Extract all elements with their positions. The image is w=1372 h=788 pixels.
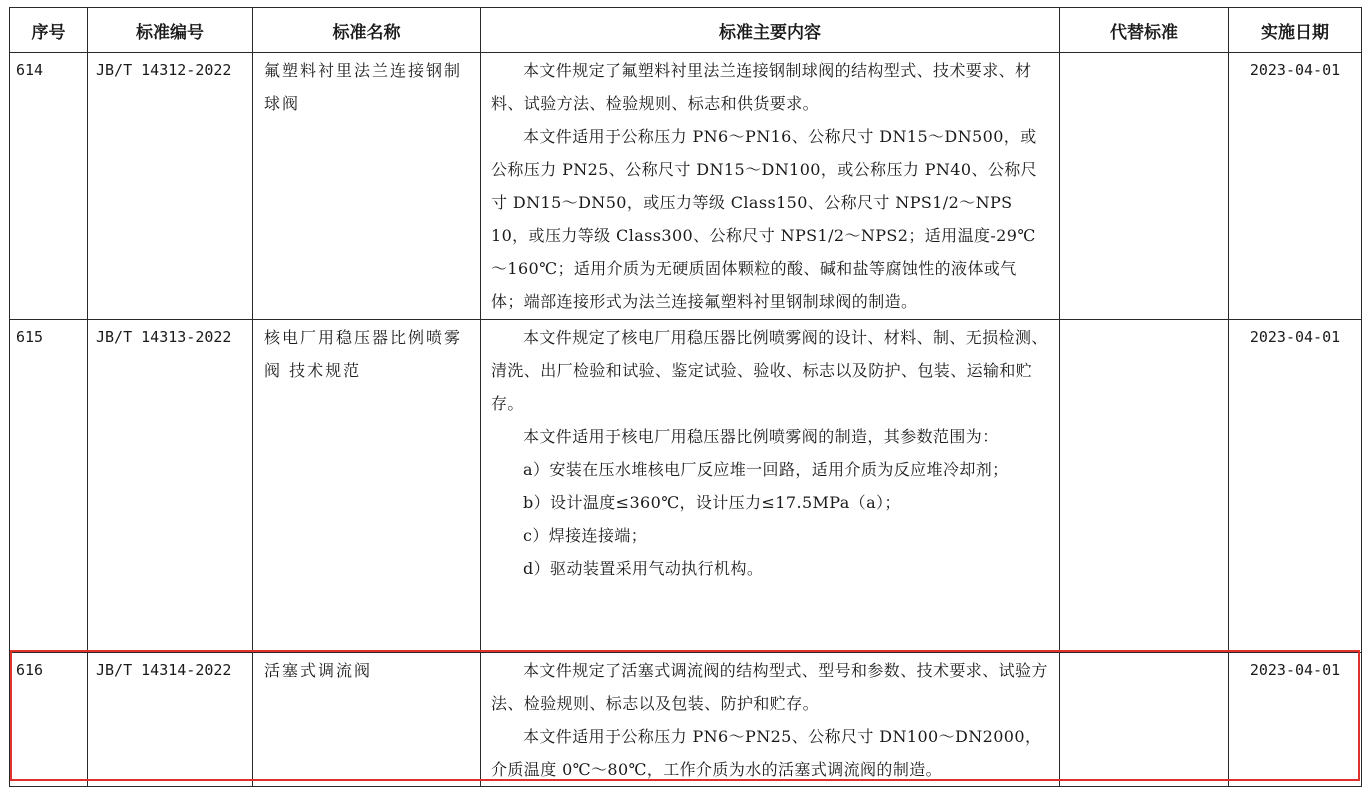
row-date: 2023-04-01 — [1229, 320, 1362, 653]
row-content — [481, 653, 1060, 787]
row-code: JB/T 14312-2022 — [88, 53, 253, 320]
content-paragraph: 本文件适用于核电厂用稳压器比例喷雾阀的制造，其参数范围为： — [523, 427, 999, 446]
row-name: 核电厂用稳压器比例喷雾阀 技术规范 — [253, 320, 481, 653]
row-replaces — [1060, 653, 1229, 787]
row-replaces — [1060, 53, 1229, 320]
content-list-item: d）驱动装置采用气动执行机构。 — [523, 559, 764, 578]
header-date: 实施日期 — [1229, 8, 1362, 53]
row-seq: 614 — [10, 53, 88, 320]
content-list-item: a）安装在压水堆核电厂反应堆一回路，适用介质为反应堆冷却剂； — [523, 460, 1009, 479]
table-row — [10, 53, 1362, 320]
content-list-item: b）设计温度≤360℃，设计压力≤17.5MPa（a）； — [523, 493, 901, 512]
row-content — [481, 320, 1060, 653]
standards-table — [9, 7, 1362, 787]
table-header-row — [10, 8, 1362, 53]
row-date: 2023-04-01 — [1229, 53, 1362, 320]
row-seq: 616 — [10, 653, 88, 787]
row-replaces — [1060, 320, 1229, 653]
row-content — [481, 53, 1060, 320]
content-paragraph: 本文件适用于公称压力 PN6～PN25、公称尺寸 DN100～DN2000，介质温度 0℃～80℃，工作介质为水的活塞式调流阀的制造。 — [491, 727, 1042, 779]
header-seq: 序号 — [10, 8, 88, 53]
header-name: 标准名称 — [253, 8, 481, 53]
content-paragraph: 本文件规定了氟塑料衬里法兰连接钢制球阀的结构型式、技术要求、材料、试验方法、检验规则、标志和供货要求。 — [491, 61, 1032, 113]
header-content: 标准主要内容 — [481, 8, 1060, 53]
content-paragraph: 本文件规定了核电厂用稳压器比例喷雾阀的设计、材料、制、无损检测、清洗、出厂检验和试验、鉴定试验、验收、标志以及防护、包装、运输和贮存。 — [491, 328, 1048, 413]
row-name: 氟塑料衬里法兰连接钢制球阀 — [253, 53, 481, 320]
row-date: 2023-04-01 — [1229, 653, 1362, 787]
content-list-item: c）焊接连接端； — [523, 526, 648, 545]
table-row — [10, 320, 1362, 653]
row-seq: 615 — [10, 320, 88, 653]
row-name: 活塞式调流阀 — [253, 653, 481, 787]
content-paragraph: 本文件规定了活塞式调流阀的结构型式、型号和参数、技术要求、试验方法、检验规则、标志以及包装、防护和贮存。 — [491, 661, 1048, 713]
header-replaces: 代替标准 — [1060, 8, 1229, 53]
row-code: JB/T 14313-2022 — [88, 320, 253, 653]
header-code: 标准编号 — [88, 8, 253, 53]
row-code: JB/T 14314-2022 — [88, 653, 253, 787]
content-paragraph: 本文件适用于公称压力 PN6～PN16、公称尺寸 DN15～DN500，或公称压力 PN25、公称尺寸 DN15～DN100，或公称压力 PN40、公称尺寸 DN15～DN50，或压力等级 Class150、公称尺寸 NPS1/2～NPS 10，或压力等级 Class300、公称尺寸 NPS1/2～NPS2；适用温度-29℃～160℃；适用介质为无硬质固体颗粒的酸、碱和盐等腐蚀性的液体或气体；端部连接形式为法兰连接氟塑料衬里钢制球阀的制造。 — [491, 127, 1038, 311]
table-row — [10, 653, 1362, 787]
